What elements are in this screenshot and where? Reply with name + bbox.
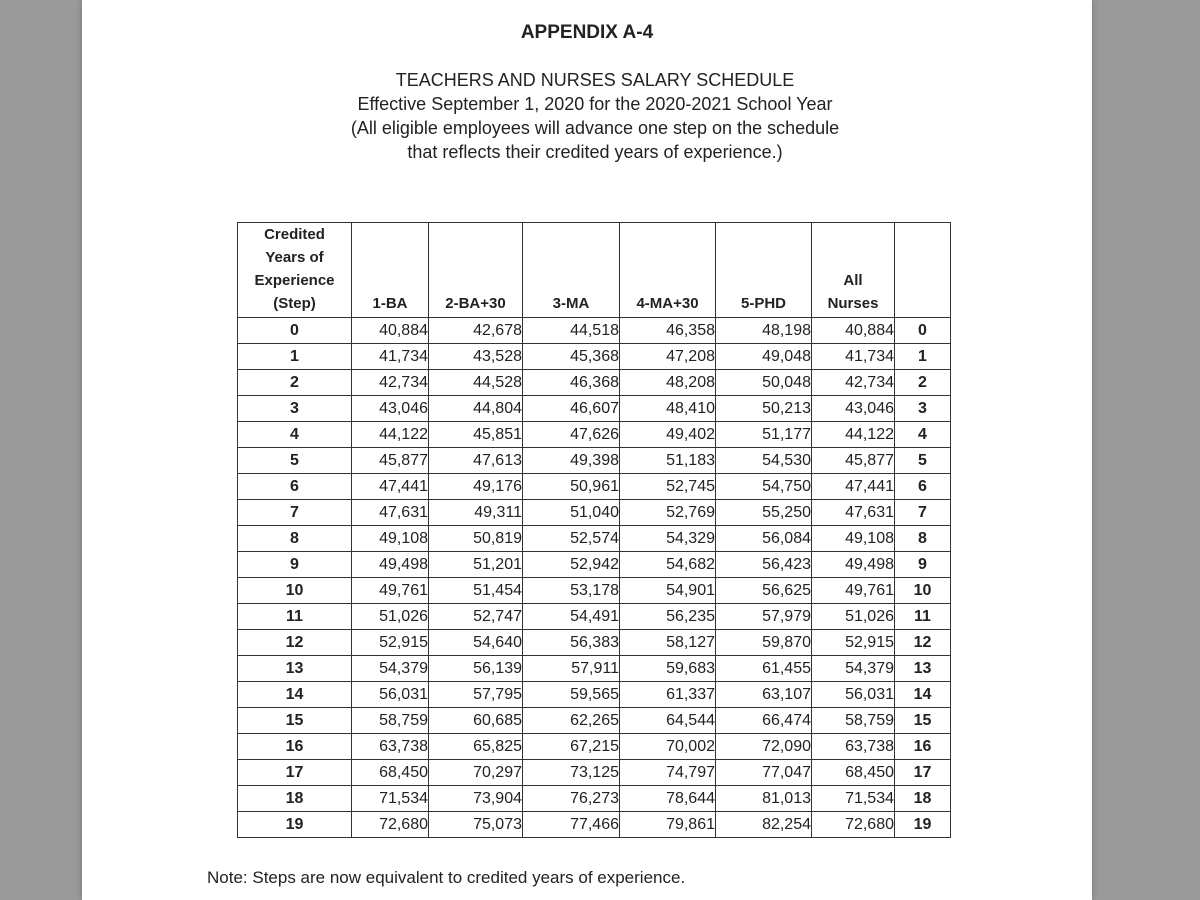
salary-cell: 81,013 bbox=[716, 786, 812, 812]
salary-cell: 47,441 bbox=[812, 474, 895, 500]
right-step-cell: 11 bbox=[895, 604, 951, 630]
step-cell: 13 bbox=[238, 656, 352, 682]
table-row bbox=[238, 630, 951, 656]
salary-cell: 59,565 bbox=[523, 682, 620, 708]
salary-cell: 50,048 bbox=[716, 370, 812, 396]
step-cell: 19 bbox=[238, 812, 352, 838]
salary-cell: 56,031 bbox=[812, 682, 895, 708]
step-cell: 11 bbox=[238, 604, 352, 630]
right-step-cell: 8 bbox=[895, 526, 951, 552]
column-header-3-ma: 3-MA bbox=[523, 223, 620, 318]
salary-cell: 40,884 bbox=[812, 318, 895, 344]
salary-cell: 70,002 bbox=[620, 734, 716, 760]
salary-cell: 79,861 bbox=[620, 812, 716, 838]
salary-cell: 60,685 bbox=[429, 708, 523, 734]
right-step-cell: 3 bbox=[895, 396, 951, 422]
salary-cell: 59,683 bbox=[620, 656, 716, 682]
salary-cell: 40,884 bbox=[352, 318, 429, 344]
table-row bbox=[238, 370, 951, 396]
salary-cell: 51,040 bbox=[523, 500, 620, 526]
right-step-cell: 18 bbox=[895, 786, 951, 812]
salary-cell: 48,208 bbox=[620, 370, 716, 396]
salary-cell: 56,383 bbox=[523, 630, 620, 656]
table-row bbox=[238, 682, 951, 708]
right-step-cell: 9 bbox=[895, 552, 951, 578]
salary-cell: 42,678 bbox=[429, 318, 523, 344]
salary-cell: 47,441 bbox=[352, 474, 429, 500]
salary-cell: 61,455 bbox=[716, 656, 812, 682]
salary-cell: 73,125 bbox=[523, 760, 620, 786]
salary-cell: 51,454 bbox=[429, 578, 523, 604]
heading-line: TEACHERS AND NURSES SALARY SCHEDULE bbox=[395, 70, 795, 90]
salary-cell: 77,466 bbox=[523, 812, 620, 838]
salary-cell: 59,870 bbox=[716, 630, 812, 656]
salary-cell: 49,761 bbox=[812, 578, 895, 604]
salary-cell: 43,046 bbox=[812, 396, 895, 422]
salary-cell: 54,379 bbox=[812, 656, 895, 682]
salary-cell: 75,073 bbox=[429, 812, 523, 838]
salary-cell: 49,498 bbox=[352, 552, 429, 578]
table-row bbox=[238, 318, 951, 344]
table-header-row bbox=[238, 223, 951, 318]
salary-cell: 41,734 bbox=[812, 344, 895, 370]
salary-cell: 52,942 bbox=[523, 552, 620, 578]
right-step-cell: 10 bbox=[895, 578, 951, 604]
salary-cell: 45,877 bbox=[812, 448, 895, 474]
salary-cell: 49,402 bbox=[620, 422, 716, 448]
right-step-cell: 16 bbox=[895, 734, 951, 760]
salary-cell: 56,423 bbox=[716, 552, 812, 578]
salary-cell: 65,825 bbox=[429, 734, 523, 760]
table-row bbox=[238, 344, 951, 370]
salary-cell: 49,761 bbox=[352, 578, 429, 604]
salary-cell: 45,851 bbox=[429, 422, 523, 448]
step-cell: 4 bbox=[238, 422, 352, 448]
step-cell: 1 bbox=[238, 344, 352, 370]
heading-line: that reflects their credited years of experience.) bbox=[407, 142, 783, 162]
salary-cell: 49,048 bbox=[716, 344, 812, 370]
table-row bbox=[238, 760, 951, 786]
table-row bbox=[238, 812, 951, 838]
table-row bbox=[238, 500, 951, 526]
table-row bbox=[238, 656, 951, 682]
salary-cell: 54,530 bbox=[716, 448, 812, 474]
salary-cell: 49,108 bbox=[812, 526, 895, 552]
salary-cell: 44,518 bbox=[523, 318, 620, 344]
table-row bbox=[238, 604, 951, 630]
nurses-header-line: Nurses bbox=[827, 295, 879, 312]
salary-cell: 50,819 bbox=[429, 526, 523, 552]
salary-cell: 54,901 bbox=[620, 578, 716, 604]
salary-cell: 64,544 bbox=[620, 708, 716, 734]
step-column-header bbox=[238, 223, 352, 318]
step-cell: 12 bbox=[238, 630, 352, 656]
salary-cell: 56,084 bbox=[716, 526, 812, 552]
salary-cell: 52,745 bbox=[620, 474, 716, 500]
salary-cell: 54,682 bbox=[620, 552, 716, 578]
step-cell: 14 bbox=[238, 682, 352, 708]
salary-cell: 45,368 bbox=[523, 344, 620, 370]
step-header-line: (Step) bbox=[273, 295, 316, 312]
column-header-2-ba30: 2-BA+30 bbox=[429, 223, 523, 318]
salary-cell: 48,198 bbox=[716, 318, 812, 344]
salary-cell: 49,311 bbox=[429, 500, 523, 526]
right-step-cell: 1 bbox=[895, 344, 951, 370]
salary-cell: 54,491 bbox=[523, 604, 620, 630]
step-cell: 0 bbox=[238, 318, 352, 344]
table-row bbox=[238, 552, 951, 578]
salary-cell: 77,047 bbox=[716, 760, 812, 786]
salary-cell: 51,201 bbox=[429, 552, 523, 578]
salary-cell: 49,398 bbox=[523, 448, 620, 474]
step-cell: 6 bbox=[238, 474, 352, 500]
step-cell: 8 bbox=[238, 526, 352, 552]
salary-cell: 57,979 bbox=[716, 604, 812, 630]
salary-cell: 52,747 bbox=[429, 604, 523, 630]
salary-cell: 62,265 bbox=[523, 708, 620, 734]
salary-cell: 66,474 bbox=[716, 708, 812, 734]
salary-cell: 46,607 bbox=[523, 396, 620, 422]
table-row bbox=[238, 708, 951, 734]
salary-cell: 56,031 bbox=[352, 682, 429, 708]
salary-cell: 53,178 bbox=[523, 578, 620, 604]
salary-cell: 71,534 bbox=[812, 786, 895, 812]
salary-cell: 58,759 bbox=[812, 708, 895, 734]
salary-cell: 63,738 bbox=[812, 734, 895, 760]
salary-cell: 51,177 bbox=[716, 422, 812, 448]
table-row bbox=[238, 786, 951, 812]
salary-cell: 52,915 bbox=[812, 630, 895, 656]
salary-cell: 61,337 bbox=[620, 682, 716, 708]
step-cell: 5 bbox=[238, 448, 352, 474]
salary-schedule-table bbox=[237, 222, 951, 838]
table-row bbox=[238, 474, 951, 500]
salary-cell: 51,026 bbox=[812, 604, 895, 630]
salary-cell: 74,797 bbox=[620, 760, 716, 786]
salary-cell: 56,139 bbox=[429, 656, 523, 682]
salary-cell: 42,734 bbox=[812, 370, 895, 396]
salary-cell: 47,208 bbox=[620, 344, 716, 370]
salary-cell: 50,213 bbox=[716, 396, 812, 422]
salary-cell: 82,254 bbox=[716, 812, 812, 838]
step-cell: 3 bbox=[238, 396, 352, 422]
salary-cell: 63,738 bbox=[352, 734, 429, 760]
salary-cell: 54,640 bbox=[429, 630, 523, 656]
table-row bbox=[238, 734, 951, 760]
table-row bbox=[238, 396, 951, 422]
salary-cell: 72,680 bbox=[812, 812, 895, 838]
salary-cell: 49,176 bbox=[429, 474, 523, 500]
salary-cell: 54,750 bbox=[716, 474, 812, 500]
step-cell: 10 bbox=[238, 578, 352, 604]
salary-cell: 57,911 bbox=[523, 656, 620, 682]
salary-cell: 72,680 bbox=[352, 812, 429, 838]
salary-cell: 44,528 bbox=[429, 370, 523, 396]
right-step-cell: 12 bbox=[895, 630, 951, 656]
step-cell: 15 bbox=[238, 708, 352, 734]
step-cell: 2 bbox=[238, 370, 352, 396]
right-step-cell: 13 bbox=[895, 656, 951, 682]
salary-cell: 47,613 bbox=[429, 448, 523, 474]
salary-cell: 78,644 bbox=[620, 786, 716, 812]
table-row bbox=[238, 448, 951, 474]
salary-cell: 70,297 bbox=[429, 760, 523, 786]
salary-cell: 63,107 bbox=[716, 682, 812, 708]
salary-cell: 56,235 bbox=[620, 604, 716, 630]
salary-cell: 56,625 bbox=[716, 578, 812, 604]
salary-cell: 43,046 bbox=[352, 396, 429, 422]
salary-cell: 42,734 bbox=[352, 370, 429, 396]
salary-cell: 55,250 bbox=[716, 500, 812, 526]
salary-cell: 44,122 bbox=[812, 422, 895, 448]
step-cell: 7 bbox=[238, 500, 352, 526]
salary-cell: 49,108 bbox=[352, 526, 429, 552]
salary-cell: 45,877 bbox=[352, 448, 429, 474]
right-step-cell: 19 bbox=[895, 812, 951, 838]
salary-cell: 47,631 bbox=[812, 500, 895, 526]
salary-cell: 44,122 bbox=[352, 422, 429, 448]
table-row bbox=[238, 422, 951, 448]
right-step-cell: 2 bbox=[895, 370, 951, 396]
column-header-1-ba: 1-BA bbox=[352, 223, 429, 318]
salary-cell: 43,528 bbox=[429, 344, 523, 370]
salary-cell: 46,358 bbox=[620, 318, 716, 344]
step-cell: 18 bbox=[238, 786, 352, 812]
heading-line: Effective September 1, 2020 for the 2020-2021 School Year bbox=[357, 94, 833, 114]
right-step-column-header bbox=[895, 223, 951, 318]
salary-cell: 47,631 bbox=[352, 500, 429, 526]
salary-cell: 49,498 bbox=[812, 552, 895, 578]
salary-cell: 57,795 bbox=[429, 682, 523, 708]
step-header-line: Experience bbox=[254, 272, 335, 289]
right-step-cell: 0 bbox=[895, 318, 951, 344]
column-header-all-nurses bbox=[812, 223, 895, 318]
salary-cell: 58,759 bbox=[352, 708, 429, 734]
salary-cell: 48,410 bbox=[620, 396, 716, 422]
salary-cell: 44,804 bbox=[429, 396, 523, 422]
salary-cell: 76,273 bbox=[523, 786, 620, 812]
appendix-title: APPENDIX A-4 bbox=[520, 22, 654, 43]
right-step-cell: 6 bbox=[895, 474, 951, 500]
nurses-header-line: All bbox=[843, 272, 863, 289]
right-step-cell: 15 bbox=[895, 708, 951, 734]
step-header-line: Years of bbox=[265, 249, 324, 266]
right-step-cell: 4 bbox=[895, 422, 951, 448]
salary-cell: 72,090 bbox=[716, 734, 812, 760]
table-row bbox=[238, 578, 951, 604]
salary-cell: 68,450 bbox=[812, 760, 895, 786]
right-step-cell: 17 bbox=[895, 760, 951, 786]
salary-cell: 52,769 bbox=[620, 500, 716, 526]
footnote: Note: Steps are now equivalent to credited years of experience. bbox=[207, 868, 686, 887]
step-cell: 16 bbox=[238, 734, 352, 760]
salary-cell: 46,368 bbox=[523, 370, 620, 396]
right-step-cell: 7 bbox=[895, 500, 951, 526]
salary-cell: 58,127 bbox=[620, 630, 716, 656]
salary-cell: 51,183 bbox=[620, 448, 716, 474]
salary-cell: 67,215 bbox=[523, 734, 620, 760]
salary-cell: 71,534 bbox=[352, 786, 429, 812]
salary-cell: 68,450 bbox=[352, 760, 429, 786]
table-row bbox=[238, 526, 951, 552]
salary-cell: 52,915 bbox=[352, 630, 429, 656]
salary-cell: 47,626 bbox=[523, 422, 620, 448]
salary-cell: 51,026 bbox=[352, 604, 429, 630]
schedule-heading bbox=[0, 68, 1190, 164]
column-header-4-ma30: 4-MA+30 bbox=[620, 223, 716, 318]
salary-cell: 41,734 bbox=[352, 344, 429, 370]
step-cell: 17 bbox=[238, 760, 352, 786]
step-cell: 9 bbox=[238, 552, 352, 578]
salary-cell: 54,329 bbox=[620, 526, 716, 552]
step-header-line: Credited bbox=[264, 226, 325, 243]
heading-line: (All eligible employees will advance one step on the schedule bbox=[350, 118, 840, 138]
right-step-cell: 5 bbox=[895, 448, 951, 474]
column-header-5-phd: 5-PHD bbox=[716, 223, 812, 318]
right-step-cell: 14 bbox=[895, 682, 951, 708]
salary-cell: 50,961 bbox=[523, 474, 620, 500]
salary-cell: 54,379 bbox=[352, 656, 429, 682]
salary-cell: 52,574 bbox=[523, 526, 620, 552]
salary-cell: 73,904 bbox=[429, 786, 523, 812]
